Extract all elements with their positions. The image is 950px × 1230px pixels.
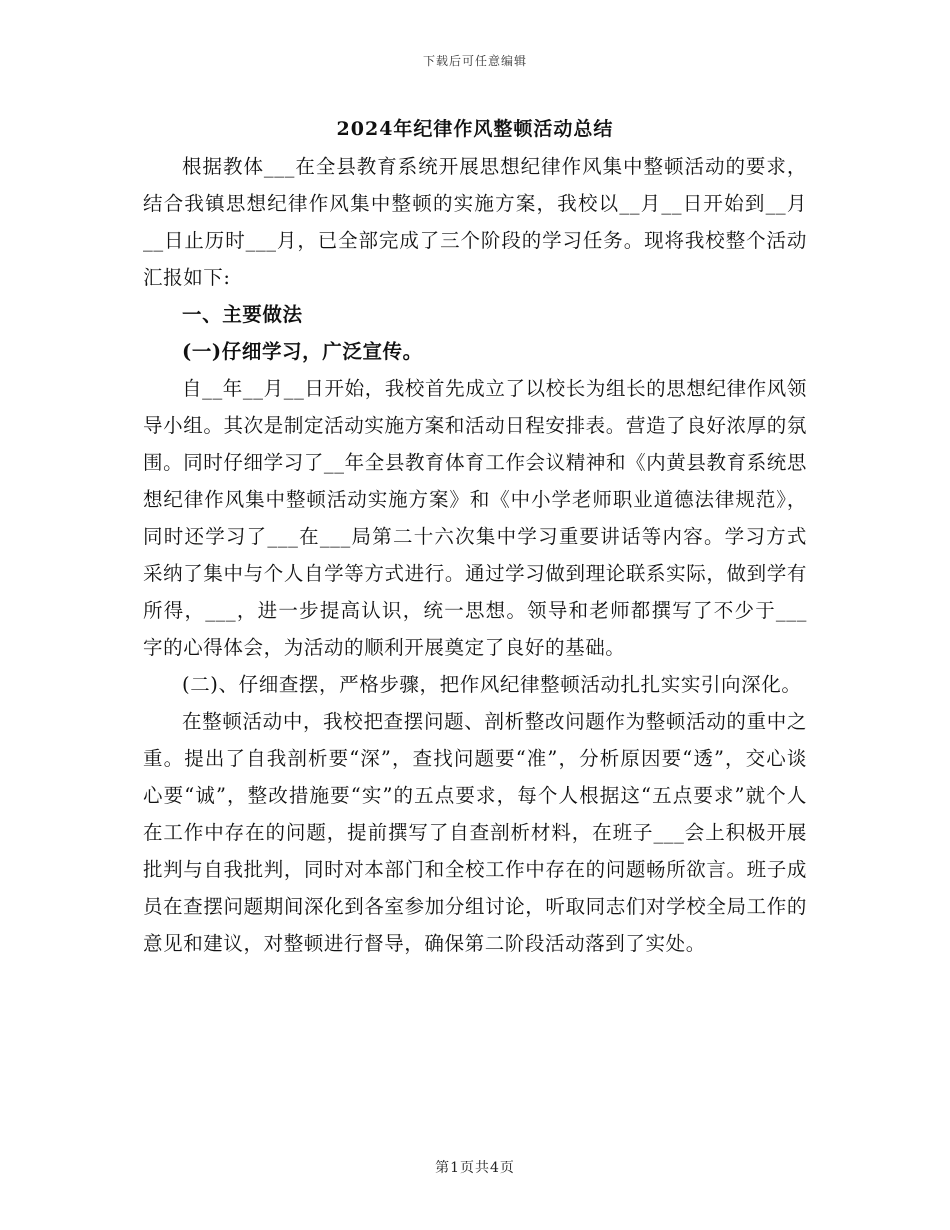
- study-paragraph: 自__年__月__日开始，我校首先成立了以校长为组长的思想纪律作风领导小组。其次是制定活动实施方案和活动日程安排表。营造了良好浓厚的氛围。同时仔细学习了__年全县教育体育工作会议精神和《内黄县教育系统思想纪律作风集中整顿活动实施方案》和《中小学老师职业道德法律规范》，同时还学习了___在___局第二十六次集中学习重要讲话等内容。学习方式采纳了集中与个人自学等方式进行。通过学习做到理论联系实际，做到学有所得，___，进一步提高认识，统一思想。领导和老师都撰写了不少于___字的心得体会，为活动的顺利开展奠定了良好的基础。: [143, 377, 807, 659]
- subsection-heading-study: (一)仔细学习，广泛宣传。: [182, 340, 423, 363]
- document-title: 2024年纪律作风整顿活动总结: [336, 118, 614, 140]
- download-edit-note: 下载后可任意编辑: [422, 54, 527, 68]
- subsection-heading-inspection: (二)、仔细查摆，严格步骤，把作风纪律整顿活动扎扎实实引向深化。: [182, 673, 802, 696]
- inspection-paragraph: 在整顿活动中，我校把查摆问题、剖析整改问题作为整顿活动的重中之重。提出了自我剖析要“深”，查找问题要“准”，分析原因要“透”，交心谈心要“诚”，整改措施要“实”的五点要求，每个人根据这“五点要求”就个人在工作中存在的问题，提前撰写了自查剖析材料，在班子___会上积极开展批判与自我批判，同时对本部门和全校工作中存在的问题畅所欲言。班子成员在查摆问题期间深化到各室参加分组讨论，听取同志们对学校全局工作的意见和建议，对整顿进行督导，确保第二阶段活动落到了实处。: [143, 710, 807, 955]
- intro-paragraph: 根据教体___在全县教育系统开展思想纪律作风集中整顿活动的要求，结合我镇思想纪律作风集中整顿的实施方案，我校以__月__日开始到__月__日止历时___月，已全部完成了三个阶段的学习任务。现将我校整个活动汇报如下:: [143, 155, 807, 289]
- section-heading-main-practices: 一、主要做法: [182, 303, 303, 326]
- page-number: 第1页共4页: [435, 1160, 515, 1176]
- document-body: [143, 112, 807, 962]
